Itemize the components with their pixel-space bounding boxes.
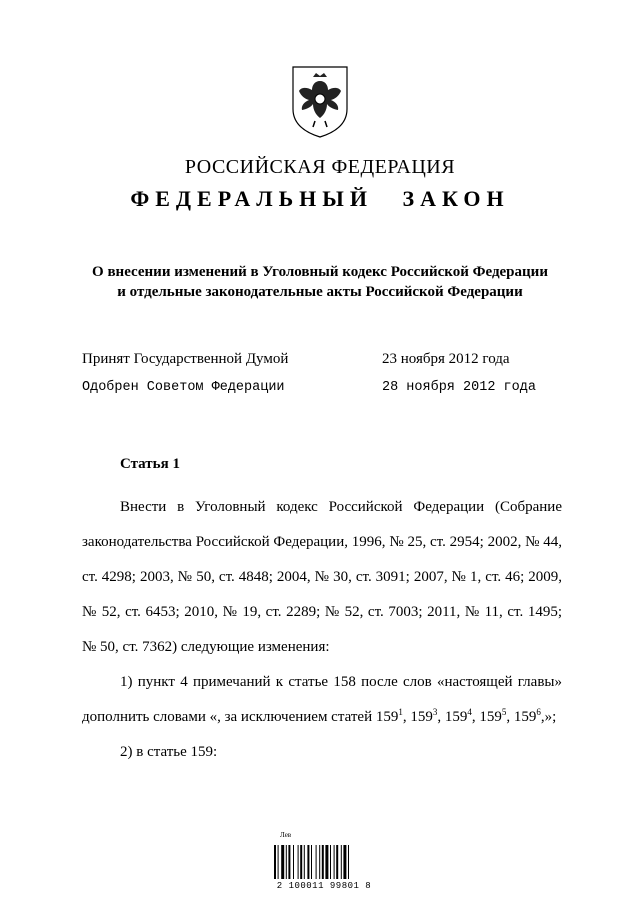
barcode-bar	[316, 845, 317, 879]
article-body	[82, 490, 562, 770]
adopted-label: Принят Государственной Думой	[82, 351, 289, 367]
ref-sep: ,	[402, 709, 411, 725]
ref-sep: ,	[471, 709, 480, 725]
barcode-number: 2 100011 99801 8	[276, 881, 372, 891]
article-item-1	[82, 665, 562, 735]
article-item-2: 2) в статье 159:	[120, 744, 218, 760]
ref-sep: ,	[506, 709, 514, 725]
approved-date: 28 ноября 2012 года	[382, 380, 536, 395]
article-heading: Статья 1	[120, 456, 180, 472]
barcode-bar	[307, 845, 309, 879]
barcode-bar	[288, 845, 290, 879]
barcode-bar	[311, 845, 312, 879]
law-title-line1: О внесении изменений в Уголовный кодекс Российской Федерации	[92, 264, 548, 280]
ref-sup: 5	[501, 707, 507, 717]
ref-base: 159	[513, 709, 537, 725]
barcode-bar	[298, 845, 299, 879]
coat-of-arms-icon	[289, 63, 351, 139]
barcode-bar	[293, 845, 294, 879]
barcode-bar	[300, 845, 302, 879]
ref-sup: 6	[536, 707, 541, 717]
law-title	[0, 262, 640, 302]
article-paragraph-1: Внести в Уголовный кодекс Российской Федерации (Собрание законодательства Российской Федерации, 1996, № 25, ст. 2954; 2002, № 44, ст. 4298; 2003, № 50, ст. 4848; 2004, № 30, ст. 3091; 2007, № 1, ст. 46; 2009, № 52, ст. 6453; 2010, № 19, ст. 2289; № 52, ст. 7003; 2011, № 11, ст. 1495; № 50, ст. 7362) следующие изменения:	[82, 499, 562, 655]
registry-mark: Лев	[280, 831, 292, 839]
barcode-bar	[322, 845, 324, 879]
barcode-bar	[341, 845, 342, 879]
adopted-date: 23 ноября 2012 года	[382, 351, 510, 367]
ref-base: 159	[479, 709, 502, 725]
ref-sup: 1	[398, 707, 403, 717]
barcode-bar	[343, 845, 346, 879]
ref-base: 159	[410, 709, 433, 725]
law-title-line2: и отдельные законодательные акты Российской Федерации	[117, 284, 523, 300]
ref-base: 159	[444, 709, 468, 725]
ref-sep: ,»;	[540, 709, 557, 725]
ref-sep: ,	[437, 709, 445, 725]
barcode-bar	[304, 845, 305, 879]
barcode-bar	[278, 845, 279, 879]
barcode-bar	[319, 845, 320, 879]
approved-label: Одобрен Советом Федерации	[82, 380, 285, 395]
barcode-bar	[336, 845, 338, 879]
barcode-icon	[274, 845, 374, 879]
document-type: ФЕДЕРАЛЬНЫЙ ЗАКОН	[130, 186, 510, 211]
adoption-duma-row	[82, 351, 542, 371]
barcode-bar	[274, 845, 276, 879]
country-name: РОССИЙСКАЯ ФЕДЕРАЦИЯ	[184, 156, 456, 178]
barcode-bar	[348, 845, 349, 879]
barcode-bar	[325, 845, 328, 879]
item-1-text: 1) пункт 4 примечаний к статье 158 после слов «настоящей главы» дополнить словами «, за исключением статей 159	[82, 674, 562, 725]
barcode-bar	[330, 845, 331, 879]
barcode-bar	[281, 845, 284, 879]
barcode-bar	[334, 845, 335, 879]
ref-sup: 3	[432, 707, 438, 717]
ref-sup: 4	[467, 707, 472, 717]
approval-council-row	[82, 380, 542, 400]
barcode-bar	[286, 845, 287, 879]
